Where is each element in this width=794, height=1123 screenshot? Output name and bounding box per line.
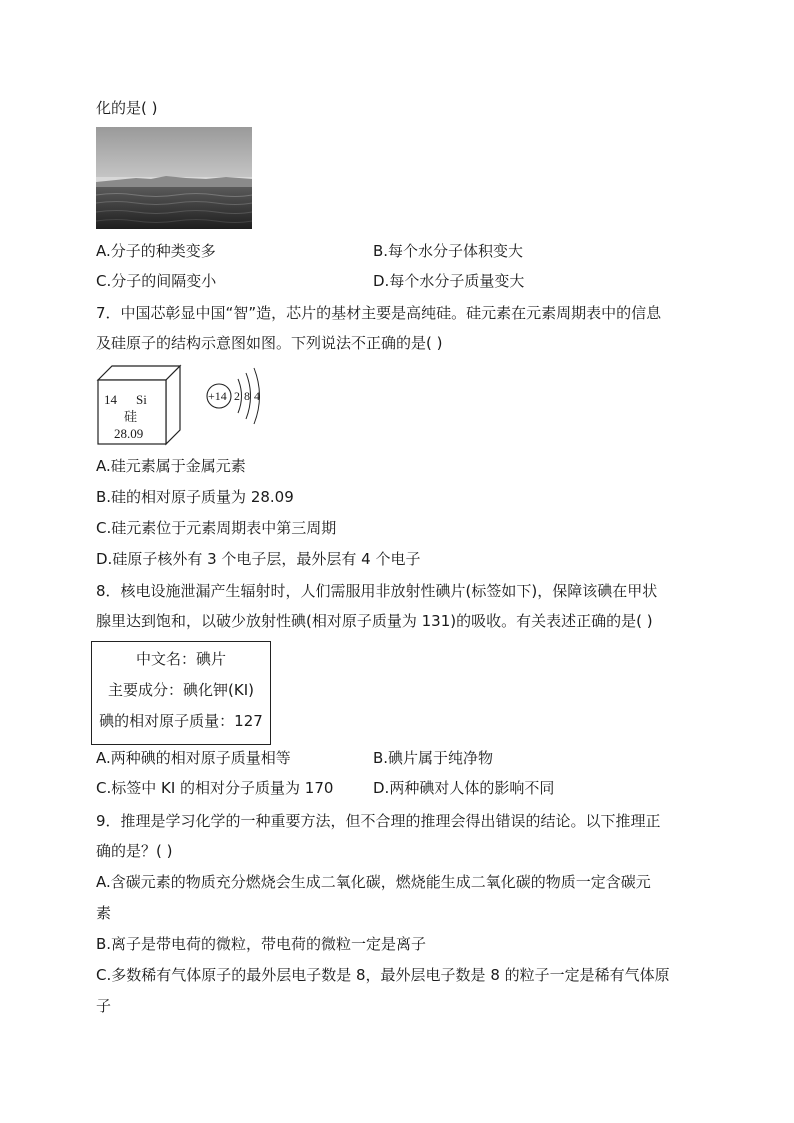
q7-option-d: D.硅原子核外有 3 个电子层，最外层有 4 个电子 xyxy=(96,550,421,568)
q7-option-c: C.硅元素位于元素周期表中第三周期 xyxy=(96,519,337,537)
q9-option-a-line1: A.含碳元素的物质充分燃烧会生成二氧化碳，燃烧能生成二氧化碳的物质一定含碳元 xyxy=(96,873,651,891)
silicon-atom-structure-diagram xyxy=(204,364,274,428)
q6-option-d: D.每个水分子质量变大 xyxy=(373,272,525,290)
q8-option-d: D.两种碘对人体的影响不同 xyxy=(373,779,555,797)
label-iodine-atomic-mass: 碘的相对原子质量：127 xyxy=(99,712,263,730)
q9-option-c-line1: C.多数稀有气体原子的最外层电子数是 8，最外层电子数是 8 的粒子一定是稀有气体原 xyxy=(96,966,670,984)
q6-stem-tail: 化的是( ) xyxy=(96,99,158,117)
q7-stem-line1: 7．中国芯彰显中国“智”造，芯片的基材主要是高纯硅。硅元素在元素周期表中的信息 xyxy=(96,304,662,322)
q7-option-b: B.硅的相对原子质量为 28.09 xyxy=(96,488,294,506)
q6-option-a: A.分子的种类变多 xyxy=(96,242,216,260)
element-atomic-number: 14 xyxy=(104,392,117,407)
q9-stem-line2: 确的是？( ) xyxy=(96,842,173,860)
q8-stem-line1: 8．核电设施泄漏产生辐射时，人们需服用非放射性碘片(标签如下)，保障该碘在甲状 xyxy=(96,582,658,600)
q8-option-b: B.碘片属于纯净物 xyxy=(373,749,494,767)
q8-option-c: C.标签中 KI 的相对分子质量为 170 xyxy=(96,779,334,797)
q8-stem-line2: 腺里达到饱和，以破少放射性碘(相对原子质量为 131)的吸收。有关表述正确的是( ) xyxy=(96,612,653,630)
element-name: 硅 xyxy=(124,410,138,425)
label-main-ingredient: 主要成分：碘化钾(KI) xyxy=(108,681,254,699)
q9-stem-line1: 9．推理是学习化学的一种重要方法，但不合理的推理会得出错误的结论。以下推理正 xyxy=(96,812,661,830)
q6-option-c: C.分子的间隔变小 xyxy=(96,272,217,290)
q6-option-b: B.每个水分子体积变大 xyxy=(373,242,524,260)
electron-shells: 2 8 4 xyxy=(234,389,260,403)
sea-fog-photo xyxy=(96,127,252,229)
element-atomic-mass: 28.09 xyxy=(114,426,144,441)
periodic-table-cell xyxy=(96,364,182,446)
q7-stem-line2: 及硅原子的结构示意图如图。下列说法不正确的是( ) xyxy=(96,334,443,352)
q8-option-a: A.两种碘的相对原子质量相等 xyxy=(96,749,291,767)
q7-option-a: A.硅元素属于金属元素 xyxy=(96,457,246,475)
iodine-tablet-label xyxy=(91,641,271,745)
q9-option-a-line2: 素 xyxy=(96,904,112,922)
q9-option-b: B.离子是带电荷的微粒，带电荷的微粒一定是离子 xyxy=(96,935,427,953)
nucleus-charge: +14 xyxy=(208,389,227,403)
q9-option-c-line2: 子 xyxy=(96,997,112,1015)
element-symbol: Si xyxy=(136,392,147,407)
label-chinese-name: 中文名：碘片 xyxy=(135,650,226,668)
